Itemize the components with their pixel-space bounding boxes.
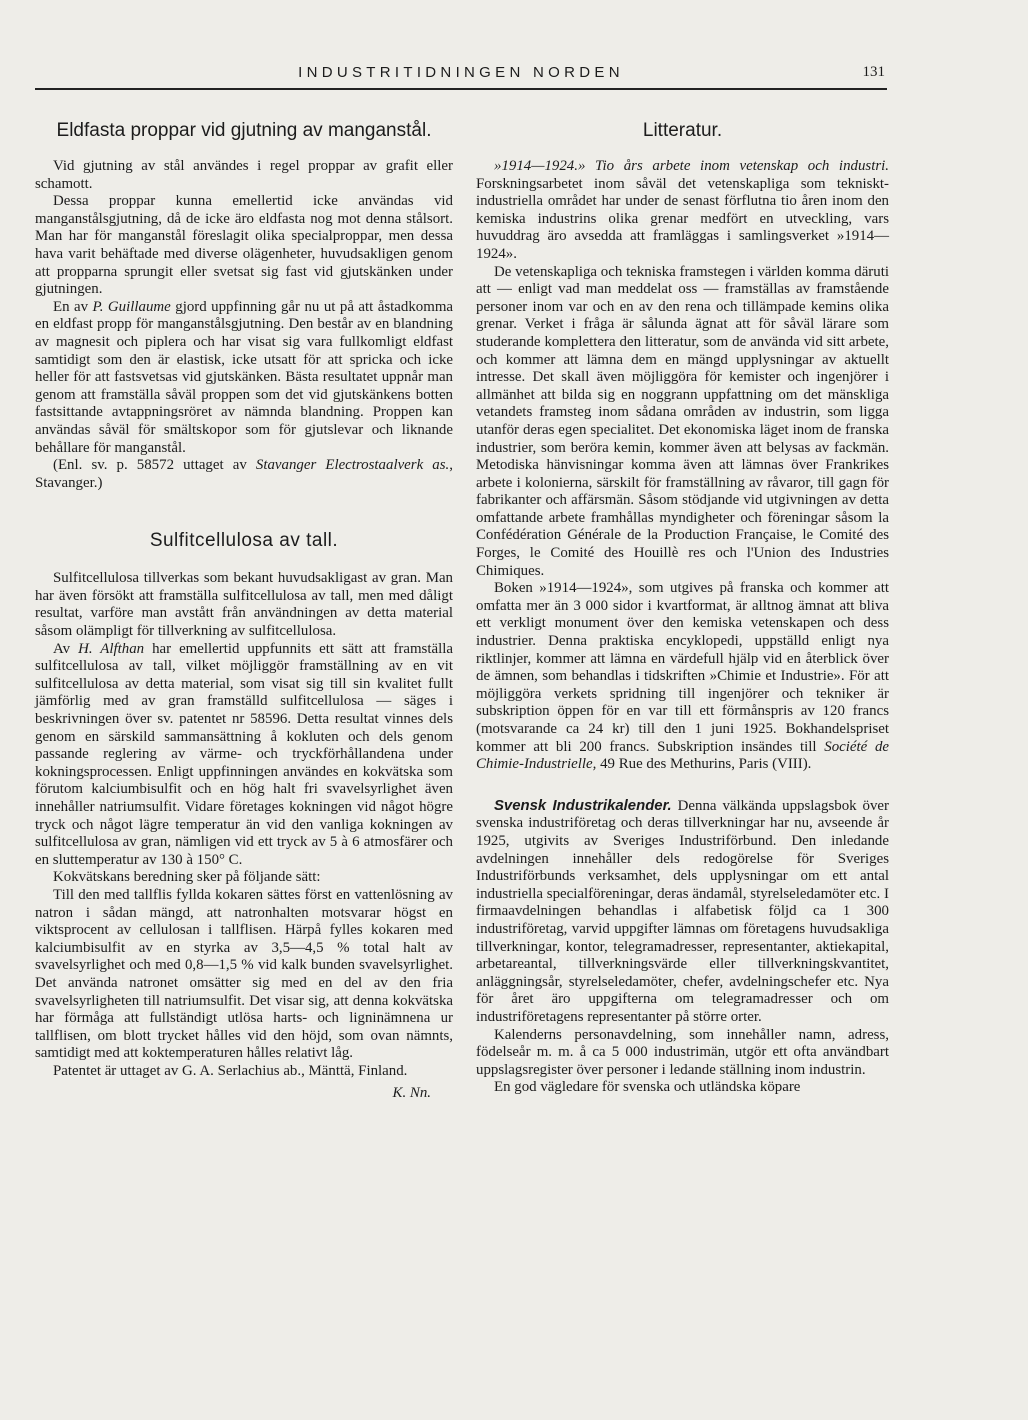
review-paragraph: »1914—1924.» Tio års arbete inom vetenskap och industri. Forskningsarbetet inom såväl det vetenskapliga som tekniskt-industriella området har under de senast förflutna tio åren inom den kemiska industrins olika grenar medfört en utveckling, vars huvuddrag äro avsedda att framläggas i samlingsverket »1914—1924».: [476, 158, 889, 262]
review-lead-title: Svensk Industrikalender.: [494, 797, 672, 814]
inventor-name: P. Guillaume: [92, 298, 171, 315]
company-name: Stavanger Electrostaalverk as.: [255, 457, 450, 474]
paragraph: Boken »1914—1924», som utgives på franska och kommer att omfatta mer än 3 000 sidor i kvartformat, är alltnog ämnat att bliva ett verkligt monument över den kemiska vetenskapen och dess industrier. Denna praktiska encyklopedi, uppställd enligt nya riktlinjer, kommer att lämna en värdefull hjälp vid en återblick över de ämnen, som behandlas i tidskriften »Chimie et Industrie». För att möjliggöra verkets spridning till ingenjörer och tekniker är subskription öppen för en var till ett förmånspris av 120 francs (motsvarande ca 24 kr) till den 1 juni 1925. Bokhandelspriset kommer att bli 200 francs. Subskription insändes till Société de Chimie-Industrielle, 49 Rue des Methurins, Paris (VIII).: [476, 580, 890, 773]
page-number: 131: [862, 64, 885, 80]
publisher-name: Société de Chimie-Industrielle,: [476, 738, 890, 773]
book-title: »1914—1924.» Tio års arbete inom vetenskap och industri.: [494, 158, 889, 174]
author-signature: K. Nn.: [392, 1084, 431, 1101]
paragraph: Dessa proppar kunna emellertid icke användas vid manganstålsgjutning, då de icke äro eldfasta nog mot denna stålsort. Man har för manganstål föreslagit olika specialproppar, men dessa hava varit behäftade med diverse olägenheter, huvudsakligen genom att propparna sprungit eller svetsat sig fast vid gjutskänken under gjutningen.: [35, 193, 453, 298]
section-title-litteratur: Litteratur.: [642, 120, 723, 141]
paragraph: En god vägledare för svenska och utländska köpare: [494, 1079, 801, 1096]
article-title-eldfasta-proppar: Eldfasta proppar vid gjutning av manganstål.: [56, 120, 432, 141]
paragraph: Vid gjutning av stål användes i regel proppar av grafit eller schamott.: [35, 158, 453, 192]
review-paragraph: Svensk Industrikalender. Denna välkända uppslagsbok över svenska industriföretag och deras tillverkningar har nu, avseende år 1925, utgivits av Sveriges Industriförbund. Den inledande avdelningen innehåller dels redogörelse för Sveriges Industriförbunds verksamhet, dels upplysningar om ett antal industriella specialföreningar, deras ändamål, styrelseledamöter etc. I firmaavdelningen behandlas i alfabetisk följd ca 1 300 industriföretag, varvid uppgifter lämnas om företagens huvudsakliga tillverkningar, kontor, telegramadresser, representanter, aktiekapital, arbetareantal, tillverkningsvärde eller tillverkningskvantitet, anläggningsår, styrelseledamöter, chefer, avdelningschefer etc. Nya för året äro uppgifterna om telegramadresser och om industriföretagens representanter på större orter.: [476, 797, 889, 1025]
paragraph-source: (Enl. sv. p. 58572 uttaget av Stavanger Electrostaalverk as., Stavanger.): [35, 457, 453, 491]
right-column: [476, 118, 889, 1097]
paragraph: Till den med tallflis fyllda kokaren sättes först en vattenlösning av natron i sådan mängd, att natronhalten motsvarar högst en viktsprocent av cellulosan i tallflisen. Härpå fylles kokaren med kalciumbisulfit av en styrka av 3,5—4,5 % total halt av svavelsyrlighet och med 0,8—1,5 % vid kalk bunden svavelsyrlighet. Det använda natronet omsätter sig med en del av den fria svavelsyrligheten till natriumsulfit. Det visar sig, att denna kokvätska har förmåga att fullständigt utlösa harts- och ligninämnena ur tallflisen, om blott trycket hålles vid den höjd, som ovan nämnts, samtidigt med att koktemperaturen hålles relativt låg.: [35, 886, 453, 1062]
left-column: [35, 118, 453, 1102]
paragraph: Kalenderns personavdelning, som innehåller namn, adress, födelseår m. m. å ca 5 000 industrimän, utgör ett ofta användbart uppslagsregister över personer i ledande ställning inom industrin.: [476, 1026, 889, 1078]
paragraph: Sulfitcellulosa tillverkas som bekant huvudsakligast av gran. Man har även försökt att framställa sulfitcellulosa av tall, men med dåligt resultat, varföre man avstått från användningen av detta material såsom olämpligt för tillverkning av sulfitcellulosa.: [35, 570, 453, 640]
paragraph: En av P. Guillaume gjord uppfinning går nu ut på att åstadkomma en eldfast propp för manganstålsgjutning. Den består av en blandning av magnesit och piplera och har visat sig vara fullkomligt eldfast samtidigt som den är elastisk, icke utsatt för att spricka och icke heller för att fastsvetsas vid gjutskänken. Bästa resultatet uppnår man genom att framställa såväl proppen som det vid gjutskänkens botten fastsittande avtappningsröret av nämnda blandning. Proppen kan användas såväl för smältskopor som för gjutslevar och liknande behållare för manganstål.: [35, 298, 454, 456]
page-header: [35, 60, 887, 90]
paragraph: Patentet är uttaget av G. A. Serlachius ab., Mänttä, Finland.: [53, 1062, 408, 1079]
running-title: INDUSTRITIDNINGEN NORDEN: [298, 64, 624, 81]
paragraph: Av H. Alfthan har emellertid uppfunnits ett sätt att framställa sulfitcellulosa av tall, vilket möjliggör framställning av en vit sulfitcellulosa av detta material, som visat sig till sin kvalitet fullt jämförlig med av gran framställd sulfitcellulosa — säges i beskrivningen över sv. patentet nr 58596. Detta resultat vinnes dels genom en särskild sammansättning å kokluten och dels genom passande reglering av värme- och tryckförhållandena under kokningsprocessen. Enligt uppfinningen användes en kokvätska som förutom kalciumbisulfit och en hög halt fri svavelsyrlighet även innehåller natriumsulfit. Vidare företages kokningen vid något högre tryck och något lägre temperatur än vid den vanliga kokningen av sulfitcellulosa av gran, nämligen vid ett tryck av 5 à 6 atmosfärer och en sluttemperatur av 130 à 150° C.: [35, 640, 453, 868]
inventor-name: H. Alfthan: [78, 640, 145, 657]
paragraph: De vetenskapliga och tekniska framstegen i världen komma däruti att — enligt vad man meddelat oss — framställas av framstående personer inom var och en av den rena och tillämpade kemins olika grenar. Verket i fråga är sålunda ägnat att för såväl lärare som studerande komplettera den litteratur, som de använda vid sitt arbete, och kommer att lämna dem en mängd upplysningar av aktuellt intresse. Det skall även möjliggöra för kemister och ingenjörer i allmänhet att bilda sig en noggrann uppfattning om det mänskliga vetandets framsteg inom sådana områden av industrin, som ligga utanför deras egen specialitet. Det ekonomiska läget inom de franska industrier, som beröra kemin, kommer även att belysas av fackmän. Metodiska hänvisningar komma även att lämnas över Frankrikes arbete i kolonierna, särskilt för framställning av råvaror, till gagn för fabrikanter och affärsmän. Såsom stödjande vid utgivningen av detta omfattande arbete framhållas myndigheter och föreningar såsom la Confédération Générale de la Production Française, le Comité des Forges, le Comité des Houillè res och l'Union des Industries Chimiques.: [476, 263, 889, 579]
paragraph: Kokvätskans beredning sker på följande sätt:: [53, 869, 321, 886]
article-title-sulfitcellulosa: Sulfitcellulosa av tall.: [149, 530, 339, 552]
